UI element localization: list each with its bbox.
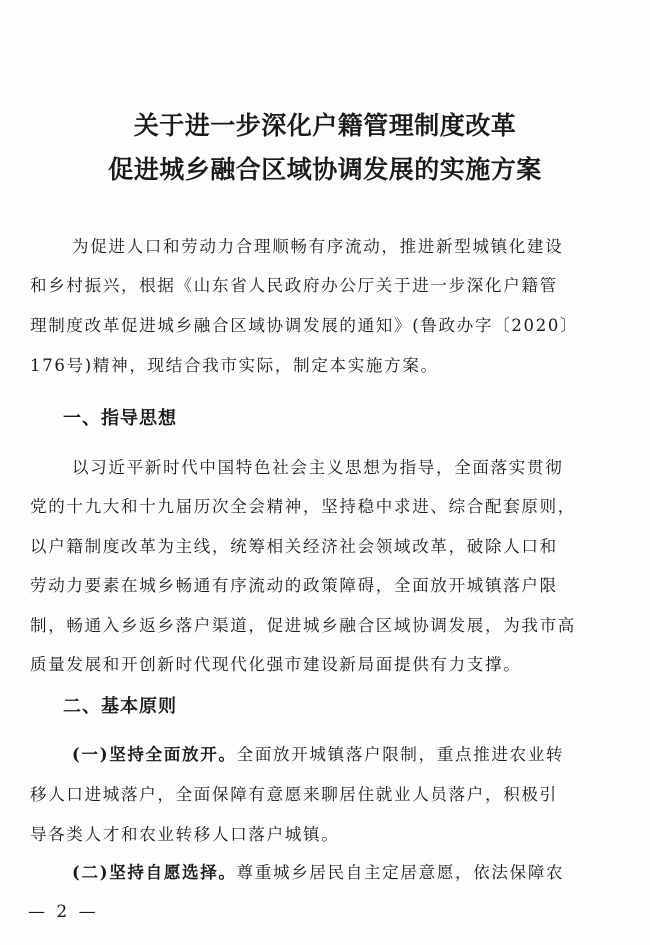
page-number: — 2 — xyxy=(28,902,99,922)
intro-line-4: 176号)精神，现结合我市实际，制定本实施方案。 xyxy=(30,356,439,375)
intro-line-1: 为促进人口和劳动力合理顺畅有序流动，推进新型城镇化建设 xyxy=(72,237,564,256)
section-1-line-6: 质量发展和开创新时代现代化强市建设新局面提供有力支撑。 xyxy=(30,655,522,674)
document-title-line-2: 促进城乡融合区域协调发展的实施方案 xyxy=(108,155,542,184)
section-2-item-2-text: 尊重城乡居民自主定居意愿，依法保障农 xyxy=(236,863,565,882)
document-title-line-1: 关于进一步深化户籍管理制度改革 xyxy=(133,111,517,140)
section-2-item-1-text: 全面放开城镇落户限制，重点推进农业转 xyxy=(236,745,565,764)
section-1-line-1: 以习近平新时代中国特色社会主义思想为指导，全面落实贯彻 xyxy=(72,458,564,477)
section-2-heading: 二、基本原则 xyxy=(63,696,177,717)
section-1-line-4: 劳动力要素在城乡畅通有序流动的政策障碍，全面放开城镇落户限 xyxy=(30,576,558,595)
intro-line-2: 和乡村振兴，根据《山东省人民政府办公厅关于进一步深化户籍管 xyxy=(30,276,558,295)
section-1-heading: 一、指导思想 xyxy=(63,408,177,429)
section-2-item-1-line-3: 导各类人才和农业转移人口落户城镇。 xyxy=(30,825,340,844)
section-2-item-1-label: (一)坚持全面放开。 xyxy=(72,745,237,764)
section-1-line-3: 以户籍制度改革为主线，统筹相关经济社会领域改革，破除人口和 xyxy=(30,537,558,556)
intro-line-3: 理制度改革促进城乡融合区域协调发展的通知》(鲁政办字〔2020〕 xyxy=(30,316,579,335)
section-1-line-5: 制，畅通入乡返乡落户渠道，促进城乡融合区域协调发展，为我市高 xyxy=(30,616,576,635)
section-2-item-2-first-line xyxy=(72,859,632,883)
section-2-item-1-line-2: 移人口进城落户，全面保障有意愿来聊居住就业人员落户，积极引 xyxy=(30,785,558,804)
section-2-item-2-label: (二)坚持自愿选择。 xyxy=(72,863,237,882)
section-2-item-1-first-line xyxy=(72,741,632,765)
section-1-line-2: 党的十九大和十九届历次全会精神，坚持稳中求进、综合配套原则， xyxy=(30,497,576,516)
